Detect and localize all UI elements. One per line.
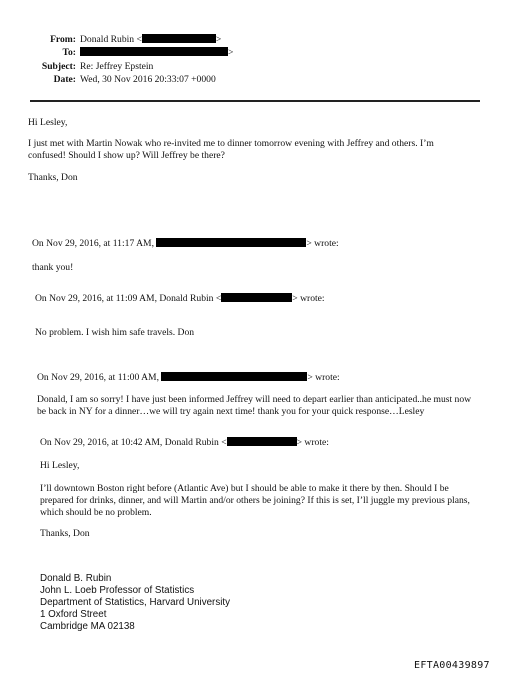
quote-body-1: thank you! (32, 262, 74, 273)
quote-body-3: Donald, I am so sorry! I have just been informed Jeffrey will need to depart earlier than anticipated..he must now be back in NY for a dinner…we will try again next time! thank you for your quick response…Lesley (37, 394, 472, 417)
quote-header-2 (35, 293, 325, 305)
signature-city: Cambridge MA 02138 (40, 621, 135, 632)
quote-header-suffix: > wrote: (307, 372, 340, 383)
quote-header-suffix: > wrote: (306, 238, 339, 249)
signature-title: John L. Loeb Professor of Statistics (40, 585, 195, 596)
redaction-bar (221, 293, 292, 302)
redaction-bar (227, 437, 297, 446)
signature-street: 1 Oxford Street (40, 609, 107, 620)
quote-signoff-4: Thanks, Don (40, 528, 90, 539)
quote-body-4: I’ll downtown Boston right before (Atlantic Ave) but I should be able to make it there by then. Should I be prepared for drinks, dinner, and will Martin and/or others be joining? If this is set, I’ll juggle my previous plans, which should be no problem. (40, 483, 470, 518)
from-name: Donald Rubin < (80, 34, 142, 45)
quote-body-2: No problem. I wish him safe travels. Don (35, 327, 195, 338)
quote-header-4 (40, 437, 329, 449)
signature-name: Donald B. Rubin (40, 573, 112, 584)
date-value: Wed, 30 Nov 2016 20:33:07 +0000 (80, 74, 216, 85)
to-value (80, 47, 233, 59)
bates-number: EFTA00439897 (414, 660, 490, 671)
redaction-bar (142, 34, 216, 43)
quote-header-suffix: > wrote: (296, 437, 329, 448)
date-label: Date: (53, 74, 76, 85)
from-label: From: (50, 34, 76, 45)
from-suffix: > (215, 34, 222, 45)
signoff: Thanks, Don (28, 172, 78, 183)
quote-header-text: On Nov 29, 2016, at 10:42 AM, Donald Rubin < (40, 437, 227, 448)
redaction-bar (80, 47, 228, 56)
subject-value: Re: Jeffrey Epstein (80, 61, 154, 72)
to-label: To: (62, 47, 76, 58)
signature-dept: Department of Statistics, Harvard University (40, 597, 231, 608)
quote-header-text: On Nov 29, 2016, at 11:00 AM, (37, 372, 159, 383)
redaction-bar (156, 238, 306, 247)
quote-header-text: On Nov 29, 2016, at 11:17 AM, (32, 238, 154, 249)
quote-header-suffix: > wrote: (292, 293, 325, 304)
quote-greeting-4: Hi Lesley, (40, 460, 80, 471)
quote-header-3 (37, 372, 340, 384)
redaction-bar (161, 372, 307, 381)
quote-header-1 (32, 238, 339, 250)
subject-label: Subject: (41, 61, 76, 72)
quote-header-text: On Nov 29, 2016, at 11:09 AM, Donald Rubin < (35, 293, 222, 304)
to-suffix: > (228, 47, 234, 58)
message-paragraph: I just met with Martin Nowak who re-invited me to dinner tomorrow evening with Jeffrey and others. I’m confused! Should I show up? Will Jeffrey be there? (28, 138, 434, 161)
from-value (80, 34, 221, 46)
greeting: Hi Lesley, (28, 117, 68, 128)
header-divider (30, 100, 480, 102)
